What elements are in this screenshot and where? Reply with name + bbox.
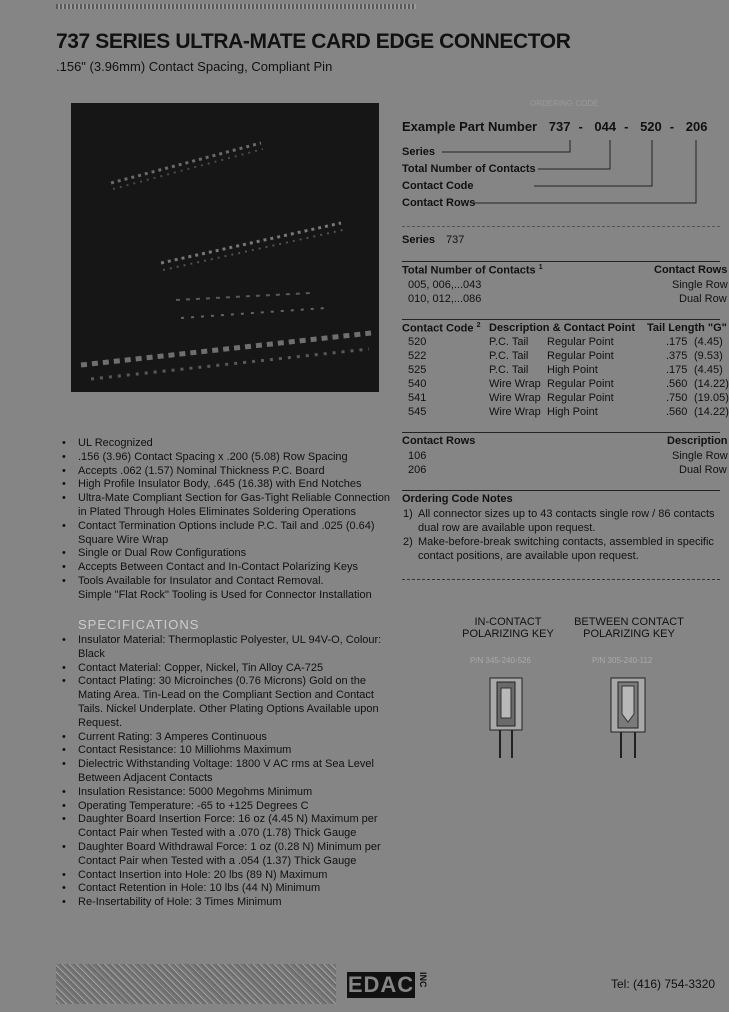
code-table-cell-type: Wire Wrap — [489, 392, 541, 404]
product-photo — [71, 103, 379, 392]
bullet-icon: • — [62, 450, 66, 463]
bullet-icon: • — [62, 437, 66, 449]
code-table-cell-type: P.C. Tail — [489, 350, 529, 362]
edac-logo: EDAC — [347, 972, 415, 997]
code-table-cell-code: 520 — [408, 336, 427, 348]
spec-item: • Dielectric Withstanding Voltage: 1800 V AC rms at Sea Level — [62, 758, 374, 771]
divider — [402, 261, 720, 262]
rows-desc: Single Row — [672, 450, 728, 462]
bullet-icon: • — [62, 840, 66, 853]
note-text: All connector sizes up to 43 contacts single row / 86 contacts — [418, 508, 715, 520]
code-table-cell-mm: (14.22) — [694, 406, 729, 418]
code-table-cell-type: P.C. Tail — [489, 336, 529, 348]
code-table-header-tail: Tail Length "G" — [647, 322, 727, 334]
code-table-cell-point: Regular Point — [547, 392, 614, 404]
spec-item: Black — [78, 647, 105, 660]
code-table-cell-point: Regular Point — [547, 350, 614, 362]
feature-item: Square Wire Wrap — [78, 533, 169, 546]
bullet-icon: • — [62, 561, 66, 574]
series-label: Series — [402, 234, 436, 246]
feature-item: • Single or Dual Row Configurations — [62, 547, 247, 560]
code-table-cell-inch: .175 — [666, 364, 688, 376]
feature-item: • High Profile Insulator Body, .645 (16.38) with End Notches — [62, 478, 362, 491]
in-contact-key-part: P/N 345-240-526 — [470, 656, 531, 665]
connector-photo-graphic — [71, 103, 379, 392]
spec-item: Tails. Nickel Underplate. Other Plating Options Available upon — [78, 702, 379, 715]
breakdown-contact-rows: Contact Rows — [402, 197, 476, 209]
spec-item: Mating Area. Tin-Lead on the Compliant Section and Contact — [78, 689, 374, 702]
specifications-title: SPECIFICATIONS — [78, 617, 200, 632]
bullet-icon: • — [62, 744, 66, 757]
spec-item: • Insulator Material: Thermoplastic Polyester, UL 94V-O, Colour: — [62, 634, 382, 646]
contacts-rows: Single Row — [672, 279, 728, 291]
spec-item: • Current Rating: 3 Amperes Continuous — [62, 730, 267, 743]
code-table-cell-point: Regular Point — [547, 336, 614, 348]
spec-item: • Contact Resistance: 10 Milliohms Maximum — [62, 744, 292, 757]
example-label: Example Part Number — [402, 119, 538, 134]
example-part-series: 737 — [548, 119, 571, 134]
code-table-cell-code: 541 — [408, 392, 427, 404]
code-table-cell-type: P.C. Tail — [489, 364, 529, 376]
spec-item: • Contact Plating: 30 Microinches (0.76 Microns) Gold on the — [62, 675, 366, 688]
spec-item: Request. — [78, 716, 123, 729]
code-table-cell-inch: .750 — [666, 392, 688, 404]
in-contact-key-title: IN-CONTACT POLARIZING KEY — [462, 616, 554, 640]
bullet-icon: • — [62, 661, 66, 674]
code-table-cell-inch: .375 — [666, 350, 688, 362]
between-key-part: P/N 305-240-112 — [592, 656, 653, 665]
rows-desc: Dual Row — [679, 464, 727, 476]
note-text: dual row are available upon request. — [418, 522, 596, 534]
spec-item: Contact Pair when Tested with a .054 (1.37) Thick Gauge — [78, 854, 357, 867]
code-table-cell-code: 525 — [408, 364, 427, 376]
bullet-icon: • — [62, 519, 66, 532]
series-value: 737 — [446, 234, 465, 246]
bullet-icon: • — [62, 492, 66, 505]
bullet-icon: • — [62, 478, 66, 491]
bullet-icon: • — [62, 896, 66, 909]
example-part-rows: 206 — [685, 119, 708, 134]
rows-code: 206 — [408, 464, 427, 476]
bullet-icon: • — [62, 464, 66, 477]
code-table-cell-inch: .560 — [666, 406, 688, 418]
bullet-icon: • — [62, 799, 66, 812]
bullet-icon: • — [62, 730, 66, 743]
feature-item: • Tools Available for Insulator and Contact Removal. — [62, 574, 324, 587]
spec-item: Contact Pair when Tested with a .070 (1.78) Thick Gauge — [78, 827, 357, 840]
code-table-cell-mm: (9.53) — [694, 350, 723, 362]
page-subtitle: .156" (3.96mm) Contact Spacing, Compliant Pin — [56, 59, 333, 74]
divider — [402, 319, 720, 320]
divider — [402, 579, 720, 580]
code-table-cell-point: Regular Point — [547, 378, 614, 390]
code-table-header-desc: Description & Contact Point — [489, 322, 636, 334]
contacts-rows: Dual Row — [679, 293, 727, 305]
code-table-cell-mm: (14.22) — [694, 378, 729, 390]
example-part-contacts: 044 — [594, 119, 617, 134]
example-part-code: 520 — [640, 119, 662, 134]
code-table-cell-mm: (4.45) — [694, 336, 723, 348]
code-table-cell-type: Wire Wrap — [489, 378, 541, 390]
scan-noise — [56, 964, 336, 1004]
code-table-cell-mm: (4.45) — [694, 364, 723, 376]
bullet-icon: • — [62, 634, 66, 646]
spec-item: Between Adjacent Contacts — [78, 771, 213, 784]
code-table-cell-code: 545 — [408, 406, 427, 418]
rows-code: 106 — [408, 450, 427, 462]
spec-item: • Daughter Board Insertion Force: 16 oz (4.45 N) Maximum per — [62, 813, 378, 826]
divider — [402, 432, 720, 433]
spec-item: • Re-Insertability of Hole: 3 Times Minimum — [62, 896, 282, 909]
feature-item: in Plated Through Holes Eliminates Soldering Operations — [78, 505, 357, 518]
rows-table-header-desc: Description — [667, 435, 728, 447]
spec-item: • Contact Material: Copper, Nickel, Tin Alloy CA-725 — [62, 661, 324, 674]
spec-item: • Contact Retention in Hole: 10 lbs (44 N) Minimum — [62, 882, 321, 895]
divider — [402, 226, 720, 227]
breakdown-contact-code: Contact Code — [402, 180, 474, 192]
logo-suffix: INC — [418, 972, 428, 988]
code-table-cell-inch: .560 — [666, 378, 688, 390]
spec-item: • Contact Insertion into Hole: 20 lbs (89 N) Maximum — [62, 868, 328, 881]
code-table-cell-inch: .175 — [666, 336, 688, 348]
between-key-drawing — [606, 674, 650, 760]
feature-item: • Accepts Between Contact and In-Contact Polarizing Keys — [62, 561, 359, 574]
feature-item: Simple "Flat Rock" Tooling is Used for Connector Installation — [78, 588, 372, 601]
telephone: Tel: (416) 754-3320 — [611, 977, 716, 991]
contacts-range: 005, 006,...043 — [408, 279, 482, 291]
bullet-icon: • — [62, 547, 66, 560]
spec-item: • Daughter Board Withdrawal Force: 1 oz (0.28 N) Minimum per — [62, 840, 381, 853]
code-table-cell-code: 540 — [408, 378, 427, 390]
code-table-cell-type: Wire Wrap — [489, 406, 541, 418]
contacts-range: 010, 012,...086 — [408, 293, 482, 305]
example-part-number: Example Part Number 737 - 044 - 520 - 206 — [402, 119, 708, 134]
features-list — [62, 437, 392, 603]
bullet-icon: • — [62, 882, 66, 895]
page-title: 737 SERIES ULTRA-MATE CARD EDGE CONNECTOR — [56, 30, 571, 53]
rows-table-header: Contact Rows — [402, 435, 476, 447]
feature-item: • .156 (3.96) Contact Spacing x .200 (5.08) Row Spacing — [62, 450, 348, 463]
contacts-table-header: Total Number of Contacts $^1$ — [402, 264, 543, 277]
feature-item: • UL Recognized — [62, 437, 153, 449]
spec-item: • Insulation Resistance: 5000 Megohms Minimum — [62, 785, 313, 798]
bullet-icon: • — [62, 813, 66, 826]
notes-title: Ordering Code Notes — [402, 493, 513, 505]
code-table-cell-point: High Point — [547, 406, 598, 418]
code-table-cell-code: 522 — [408, 350, 427, 362]
bullet-icon: • — [62, 758, 66, 771]
note-number: 2) — [403, 536, 413, 548]
between-key-title: BETWEEN CONTACT POLARIZING KEY — [574, 616, 684, 640]
note-text: contact positions, are available upon request. — [418, 550, 639, 562]
breakdown-series: Series — [402, 146, 436, 158]
contacts-table-header-rows: Contact Rows — [654, 264, 728, 276]
bullet-icon: • — [62, 574, 66, 587]
note-number: 1) — [403, 508, 413, 520]
feature-item: • Contact Termination Options include P.C. Tail and .025 (0.64) — [62, 519, 375, 532]
feature-item: • Accepts .062 (1.57) Nominal Thickness P.C. Board — [62, 464, 325, 477]
code-table-cell-mm: (19.05) — [694, 392, 729, 404]
bullet-icon: • — [62, 785, 66, 798]
feature-item: • Ultra-Mate Compliant Section for Gas-Tight Reliable Connection — [62, 492, 391, 505]
breakdown-contacts: Total Number of Contacts — [402, 163, 536, 175]
code-table-header-code: Contact Code $^2$ — [402, 322, 481, 335]
code-table-cell-point: High Point — [547, 364, 598, 376]
top-scan-line — [56, 4, 416, 9]
note-text: Make-before-break switching contacts, assembled in specific — [418, 536, 714, 548]
in-contact-key-drawing — [484, 674, 528, 760]
divider — [402, 490, 720, 491]
specifications-list — [62, 634, 392, 910]
spec-item: • Operating Temperature: -65 to +125 Degrees C — [62, 799, 309, 812]
bullet-icon: • — [62, 675, 66, 688]
bullet-icon: • — [62, 868, 66, 881]
ordering-code-caption: ORDERING CODE — [530, 99, 599, 108]
